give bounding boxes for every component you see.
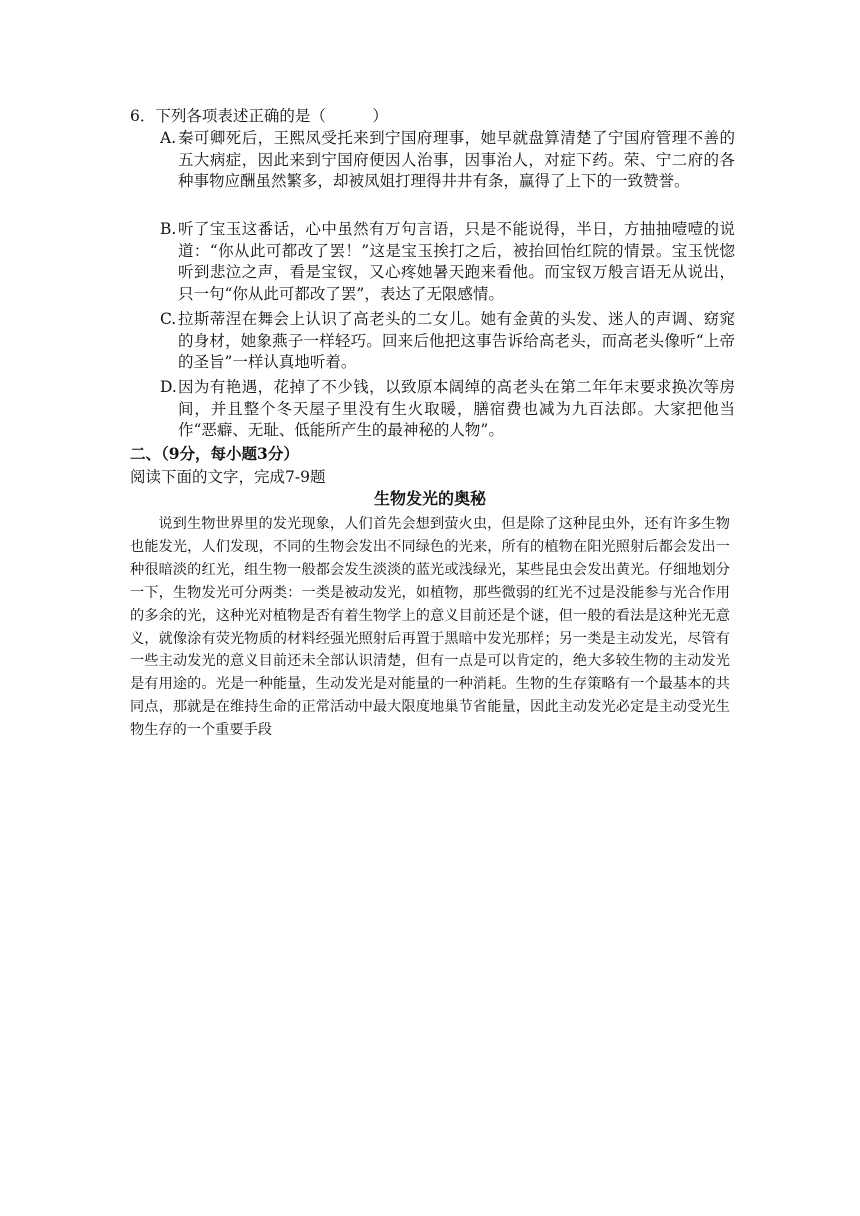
section-2-heading: 二、（9分，每小题3分） <box>130 444 299 463</box>
option-a-text: 秦可卿死后，王熙凤受托来到宁国府理事，她早就盘算清楚了宁国府管理不善的五大病症，因此来到宁国府便因人治事，因事治人，对症下药。荣、宁二府的各种事物应酬虽然繁多，却被凤姐打理得井井有条，赢得了上下的一致赞誉。 <box>178 129 735 190</box>
option-b-text: 听了宝玉这番话，心中虽然有万句言语，只是不能说得，半日，方抽抽噎噎的说道：“你从此可都改了罢！”这是宝玉挨打之后，被抬回怡红院的情景。宝玉恍惚听到悲泣之声，看是宝钗，又心疼她暑天跑来看他。而宝钗万般言语无从说出，只一句“你从此可都改了罢”，表达了无限感情。 <box>178 220 735 303</box>
option-c-text: 拉斯蒂涅在舞会上认识了高老头的二女儿。她有金黄的头发、迷人的声调、窈窕的身材，她象燕子一样轻巧。回来后他把这事告诉给高老头，而高老头像听“上帝的圣旨”一样认真地听着。 <box>178 310 735 371</box>
question-6-stem: 6．下列各项表述正确的是（ ） <box>130 107 388 125</box>
option-d <box>160 377 735 442</box>
option-b <box>160 219 735 305</box>
option-a <box>160 128 735 193</box>
passage-title: 生物发光的奥秘 <box>373 489 486 508</box>
option-c <box>160 309 735 374</box>
option-a-letter: A. <box>160 129 177 147</box>
option-c-letter: C. <box>160 310 177 328</box>
option-d-text: 因为有艳遇，花掉了不少钱，以致原本阔绰的高老头在第二年年末要求换次等房间，并且整个冬天屋子里没有生火取暖，膳宿费也减为九百法郎。大家把他当作“恶癖、无耻、低能所产生的最神秘的人物”。 <box>178 378 735 439</box>
passage-text: 说到生物世界里的发光现象，人们首先会想到萤火虫，但是除了这种昆虫外，还有许多生物也能发光，人们发现，不同的生物会发出不同绿色的光来，所有的植物在阳光照射后都会发出一种很暗淡的红光，组生物一般都会发生淡淡的蓝光或浅绿光，某些昆虫会发出黄光。仔细地划分一下，生物发光可分两类：一类是被动发光，如植物，那些微弱的红光不过是没能参与光合作用的多余的光，这种光对植物是否有着生物学上的意义目前还是个谜，但一般的看法是这种光无意义，就像涂有荧光物质的材料经强光照射后再置于黑暗中发光那样；另一类是主动发光，尽管有一些主动发光的意义目前还未全部认识清楚，但有一点是可以肯定的，绝大多较生物的主动发光是有用途的。光是一种能量，生动发光是对能量的一种消耗。生物的生存策略有一个最基本的共同点，那就是在维持生命的正常活动中最大限度地巢节省能量，因此主动发光必定是主动受光生物生存的一个重要手段 <box>130 516 730 739</box>
option-b-letter: B. <box>160 220 177 238</box>
reading-instruction: 阅读下面的文字，完成7-9题 <box>130 468 326 486</box>
option-d-letter: D. <box>160 378 177 396</box>
